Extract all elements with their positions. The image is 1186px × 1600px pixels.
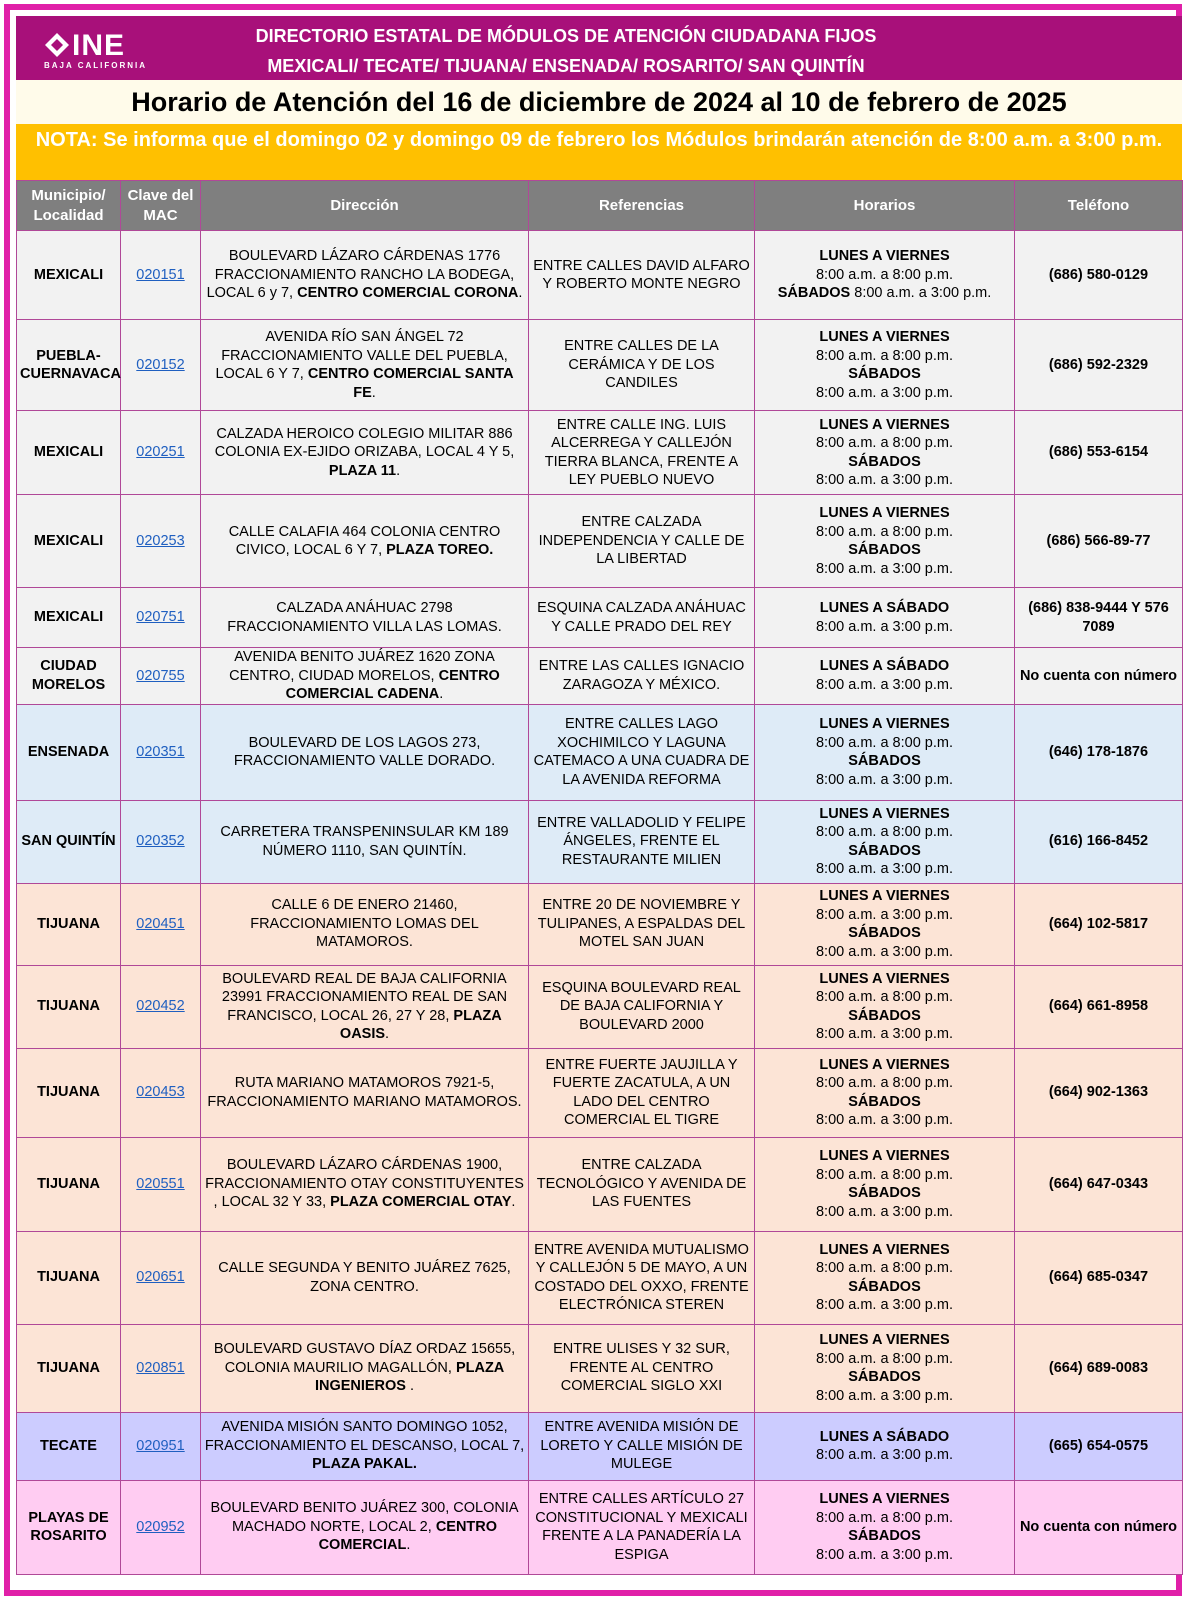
schedule-saturday-hours: 8:00 a.m. a 3:00 p.m. [815,1297,954,1313]
schedule-saturday-hours: 8:00 a.m. a 3:00 p.m. [815,384,954,401]
schedule-hours: 8:00 a.m. a 8:00 p.m. [815,734,954,751]
table-row [17,965,1183,1048]
address-end: . [406,1537,411,1554]
referencias-cell: ENTRE CALLES DE LA CERÁMICA Y DE LOS CANDILES [529,320,755,411]
address-plaza: CENTRO COMERCIAL SANTA FE [307,366,514,401]
telefono-cell: (664) 689-0083 [1015,1324,1183,1412]
referencias-cell: ENTRE CALLE ING. LUIS ALCERREGA Y CALLEJÓN TIERRA BLANCA, FRENTE A LEY PUEBLO NUEVO [529,411,755,495]
schedule-hours: 8:00 a.m. a 8:00 p.m. [815,1509,954,1526]
schedule-days: LUNES A SÁBADO [819,658,950,675]
schedule-days: LUNES A VIERNES [819,1241,950,1258]
address-text: CALLE SEGUNDA Y BENITO JUÁREZ 7625, ZONA CENTRO. [218,1260,511,1295]
schedule-saturday-hours: 8:00 a.m. a 3:00 p.m. [815,1112,954,1128]
schedule-days: LUNES A SÁBADO [819,600,950,616]
table-row [17,1480,1183,1574]
address-text: BOULEVARD LÁZARO CÁRDENAS 1900, FRACCIONAMIENTO OTAY CONSTITUYENTES , LOCAL 32 Y 33, [205,1157,524,1211]
schedule-saturday-hours: 8:00 a.m. a 3:00 p.m. [815,1203,954,1220]
modules-table [16,180,1183,1575]
schedule-days: LUNES A VIERNES [819,805,950,822]
schedule-hours: 8:00 a.m. a 8:00 p.m. [815,824,954,840]
referencias-cell: ESQUINA BOULEVARD REAL DE BAJA CALIFORNIA Y BOULEVARD 2000 [529,965,755,1048]
schedule-days: LUNES A VIERNES [819,329,950,345]
address-text: AVENIDA MISIÓN SANTO DOMINGO 1052, FRACCIONAMIENTO EL DESCANSO, LOCAL 7, [204,1419,525,1454]
horarios-cell [755,1412,1015,1480]
horarios-cell [755,800,1015,883]
referencias-cell: ESQUINA CALZADA ANÁHUAC Y CALLE PRADO DEL REY [529,588,755,648]
schedule-hours: 8:00 a.m. a 8:00 p.m. [815,1075,954,1091]
address-text: CALZADA HEROICO COLEGIO MILITAR 886 COLONIA EX-EJIDO ORIZABA, LOCAL 4 Y 5, [214,425,515,461]
schedule-saturday: SÁBADOS [848,453,921,470]
municipio-cell: TIJUANA [17,1137,121,1231]
clave-link[interactable]: 020351 [121,704,201,800]
telefono-cell: (664) 102-5817 [1015,883,1183,965]
schedule-hours: 8:00 a.m. a 8:00 p.m. [815,1260,954,1276]
direccion-cell [201,1137,529,1231]
horarios-cell [755,883,1015,965]
schedule-saturday-hours: 8:00 a.m. a 3:00 p.m. [815,560,954,577]
schedule-hours: 8:00 a.m. a 8:00 p.m. [815,266,954,283]
address-text: BOULEVARD DE LOS LAGOS 273, FRACCIONAMIENTO VALLE DORADO. [233,734,496,769]
municipio-cell: TIJUANA [17,965,121,1048]
address-text: CALZADA ANÁHUAC 2798 FRACCIONAMIENTO VILLA LAS LOMAS. [227,600,502,635]
schedule-days: LUNES A VIERNES [819,505,950,521]
telefono-cell: (686) 553-6154 [1015,411,1183,495]
schedule-days: LUNES A VIERNES [819,888,950,904]
table-row [17,1231,1183,1324]
direccion-cell [201,320,529,411]
telefono-cell: No cuenta con número [1015,1480,1183,1574]
schedule-saturday: SÁBADOS [848,1093,921,1110]
schedule-hours: 8:00 a.m. a 8:00 p.m. [815,523,954,540]
table-row [17,1048,1183,1137]
referencias-cell: ENTRE CALZADA TECNOLÓGICO Y AVENIDA DE LAS FUENTES [529,1137,755,1231]
ine-logo [44,30,174,70]
schedule-saturday-hours: 8:00 a.m. a 3:00 p.m. [815,472,954,488]
direccion-cell [201,411,529,495]
referencias-cell: ENTRE LAS CALLES IGNACIO ZARAGOZA Y MÉXICO. [529,648,755,705]
schedule-hours: 8:00 a.m. a 3:00 p.m. [815,906,954,923]
horarios-cell [755,588,1015,648]
municipio-cell: MEXICALI [17,588,121,648]
note-banner: NOTA: Se informa que el domingo 02 y domingo 09 de febrero los Módulos brindarán atención de 8:00 a.m. a 3:00 p.m. [16,124,1182,180]
col-horarios: Horarios [755,181,1015,231]
direccion-cell [201,1324,529,1412]
schedule-days: LUNES A VIERNES [819,1332,950,1348]
referencias-cell: ENTRE CALLES LAGO XOCHIMILCO Y LAGUNA CATEMACO A UNA CUADRA DE LA AVENIDA REFORMA [529,704,755,800]
clave-link[interactable]: 020751 [121,588,201,648]
schedule-saturday: SÁBADOS [848,542,921,558]
referencias-cell: ENTRE 20 DE NOVIEMBRE Y TULIPANES, A ESPALDAS DEL MOTEL SAN JUAN [529,883,755,965]
horarios-cell [755,1048,1015,1137]
direccion-cell [201,800,529,883]
address-plaza: CENTRO COMERCIAL [318,1518,498,1554]
direccion-cell [201,495,529,588]
address-plaza: PLAZA TOREO. [386,542,494,558]
schedule-saturday-hours: 8:00 a.m. a 3:00 p.m. [815,771,954,788]
municipio-cell: MEXICALI [17,411,121,495]
clave-link[interactable]: 020755 [121,648,201,705]
horarios-cell [755,1324,1015,1412]
schedule-days: LUNES A VIERNES [819,970,950,987]
referencias-cell: ENTRE VALLADOLID Y FELIPE ÁNGELES, FRENTE EL RESTAURANTE MILIEN [529,800,755,883]
schedule-saturday: SÁBADOS [848,1278,921,1295]
horarios-cell [755,648,1015,705]
referencias-cell: ENTRE ULISES Y 32 SUR, FRENTE AL CENTRO COMERCIAL SIGLO XXI [529,1324,755,1412]
address-plaza: CENTRO COMERCIAL CORONA [297,285,519,302]
municipio-cell: PUEBLA-CUERNAVACA [17,320,121,411]
municipio-cell: MEXICALI [17,231,121,320]
telefono-cell: (686) 580-0129 [1015,231,1183,320]
telefono-cell: (665) 654-0575 [1015,1412,1183,1480]
municipio-cell: TIJUANA [17,1324,121,1412]
schedule-days: LUNES A VIERNES [819,416,950,433]
telefono-cell: (686) 566-89-77 [1015,495,1183,588]
schedule-days: LUNES A VIERNES [819,1056,950,1073]
address-end: . [371,384,376,401]
schedule-saturday-hours: 8:00 a.m. a 3:00 p.m. [815,943,954,960]
municipio-cell: CIUDAD MORELOS [17,648,121,705]
clave-link[interactable]: 020253 [121,495,201,588]
horarios-cell [755,495,1015,588]
schedule-saturday: SÁBADOS [777,285,851,302]
logo-subtext: BAJA CALIFORNIA [44,61,148,70]
direccion-cell [201,231,529,320]
col-direccion: Dirección [201,181,529,231]
direccion-cell [201,648,529,705]
horarios-cell [755,704,1015,800]
address-text: CALLE CALAFIA 464 COLONIA CENTRO CIVICO, LOCAL 6 Y 7, [228,523,501,558]
address-end: . [385,1026,390,1042]
horarios-cell [755,411,1015,495]
telefono-cell: (664) 661-8958 [1015,965,1183,1048]
table-row [17,648,1183,705]
address-end: . [518,285,523,302]
referencias-cell: ENTRE AVENIDA MISIÓN DE LORETO Y CALLE MISIÓN DE MULEGE [529,1412,755,1480]
direccion-cell [201,704,529,800]
schedule-title: Horario de Atención del 16 de diciembre de 2024 al 10 de febrero de 2025 [16,80,1182,124]
address-end: . [511,1194,516,1211]
clave-link[interactable]: 020152 [121,320,201,411]
address-plaza: CENTRO COMERCIAL CADENA [285,667,500,702]
horarios-cell [755,965,1015,1048]
col-telefono: Teléfono [1015,181,1183,231]
title-banner [16,16,1182,80]
clave-link[interactable]: 020352 [121,800,201,883]
clave-link[interactable]: 020551 [121,1137,201,1231]
schedule-hours: 8:00 a.m. a 3:00 p.m. [815,1447,954,1463]
telefono-cell: No cuenta con número [1015,648,1183,705]
telefono-cell: (616) 166-8452 [1015,800,1183,883]
horarios-cell [755,231,1015,320]
address-end: . [405,1378,415,1395]
logo-text: INE [72,29,126,62]
direccion-cell [201,588,529,648]
schedule-saturday-hours: 8:00 a.m. a 3:00 p.m. [815,1546,954,1563]
address-plaza: PLAZA OASIS [339,1007,502,1042]
schedule-saturday: SÁBADOS [848,1007,921,1024]
referencias-cell: ENTRE CALZADA INDEPENDENCIA Y CALLE DE LA LIBERTAD [529,495,755,588]
schedule-saturday: SÁBADOS [848,1369,921,1385]
horarios-cell [755,1231,1015,1324]
table-row [17,1137,1183,1231]
schedule-hours: 8:00 a.m. a 3:00 p.m. [815,676,954,693]
address-end: . [396,462,401,479]
direccion-cell [201,965,529,1048]
clave-link[interactable]: 020951 [121,1412,201,1480]
clave-link[interactable]: 020952 [121,1480,201,1574]
address-end: . [439,686,444,702]
municipio-cell: SAN QUINTÍN [17,800,121,883]
direccion-cell [201,883,529,965]
schedule-hours: 8:00 a.m. a 8:00 p.m. [815,347,954,364]
clave-link[interactable]: 020453 [121,1048,201,1137]
directory-title: DIRECTORIO ESTATAL DE MÓDULOS DE ATENCIÓN CIUDADANA FIJOS [255,26,877,46]
municipio-cell: TIJUANA [17,1231,121,1324]
address-text: AVENIDA BENITO JUÁREZ 1620 ZONA CENTRO, CIUDAD MORELOS, [229,649,495,684]
schedule-days: LUNES A VIERNES [819,1148,950,1164]
address-text: BOULEVARD REAL DE BAJA CALIFORNIA 23991 FRACCIONAMIENTO REAL DE SAN FRANCISCO, LOCAL 26, 27 Y 28, [221,970,508,1024]
table-row [17,588,1183,648]
schedule-saturday: SÁBADOS [848,753,921,769]
telefono-cell: (664) 647-0343 [1015,1137,1183,1231]
table-row [17,883,1183,965]
clave-link[interactable]: 020851 [121,1324,201,1412]
address-plaza: PLAZA 11 [328,462,397,479]
schedule-saturday-hours: 8:00 a.m. a 3:00 p.m. [815,861,954,877]
direccion-cell [201,1412,529,1480]
clave-link[interactable]: 020251 [121,411,201,495]
address-text: CALLE 6 DE ENERO 21460, FRACCIONAMIENTO LOMAS DEL MATAMOROS. [250,897,479,951]
referencias-cell: ENTRE AVENIDA MUTUALISMO Y CALLEJÓN 5 DE MAYO, A UN COSTADO DEL OXXO, FRENTE ELECTRÓNICA STEREN [529,1231,755,1324]
municipio-cell: TECATE [17,1412,121,1480]
clave-link[interactable]: 020451 [121,883,201,965]
municipalities-line: MEXICALI/ TECATE/ TIJUANA/ ENSENADA/ ROSARITO/ SAN QUINTÍN [267,56,865,76]
table-header-row [17,181,1183,231]
col-municipio: Municipio/ Localidad [17,181,121,231]
schedule-saturday-hours: 8:00 a.m. a 3:00 p.m. [854,285,992,302]
direccion-cell [201,1480,529,1574]
table-row [17,1324,1183,1412]
schedule-hours: 8:00 a.m. a 8:00 p.m. [815,435,954,451]
clave-link[interactable]: 020452 [121,965,201,1048]
address-plaza: PLAZA COMERCIAL OTAY [330,1194,512,1211]
clave-link[interactable]: 020651 [121,1231,201,1324]
telefono-cell: (686) 838-9444 Y 576 7089 [1015,588,1183,648]
horarios-cell [755,1480,1015,1574]
telefono-cell: (686) 592-2329 [1015,320,1183,411]
horarios-cell [755,320,1015,411]
schedule-days: LUNES A VIERNES [819,248,950,265]
table-row [17,495,1183,588]
referencias-cell: ENTRE FUERTE JAUJILLA Y FUERTE ZACATULA, A UN LADO DEL CENTRO COMERCIAL EL TIGRE [529,1048,755,1137]
clave-link[interactable]: 020151 [121,231,201,320]
schedule-days: LUNES A VIERNES [819,716,950,732]
table-row [17,704,1183,800]
col-clave: Clave del MAC [121,181,201,231]
direccion-cell [201,1048,529,1137]
schedule-hours: 8:00 a.m. a 8:00 p.m. [815,1166,954,1183]
direccion-cell [201,1231,529,1324]
address-plaza: PLAZA INGENIEROS [314,1359,505,1395]
table-row [17,411,1183,495]
municipio-cell: TIJUANA [17,883,121,965]
municipio-cell: MEXICALI [17,495,121,588]
schedule-hours: 8:00 a.m. a 3:00 p.m. [815,618,954,635]
table-row [17,320,1183,411]
page-frame [4,4,1182,1596]
municipio-cell: ENSENADA [17,704,121,800]
schedule-saturday: SÁBADOS [848,925,921,941]
schedule-hours: 8:00 a.m. a 8:00 p.m. [815,989,954,1005]
referencias-cell: ENTRE CALLES ARTÍCULO 27 CONSTITUCIONAL Y MEXICALI FRENTE A LA PANADERÍA LA ESPIGA [529,1480,755,1574]
table-row [17,231,1183,320]
telefono-cell: (664) 685-0347 [1015,1231,1183,1324]
schedule-days: LUNES A SÁBADO [819,1428,950,1445]
municipio-cell: TIJUANA [17,1048,121,1137]
telefono-cell: (664) 902-1363 [1015,1048,1183,1137]
address-text: CARRETERA TRANSPENINSULAR KM 189 NÚMERO 1110, SAN QUINTÍN. [220,824,509,859]
schedule-days: LUNES A VIERNES [819,1491,950,1507]
ine-diamond-icon [44,32,70,58]
address-plaza: PLAZA PAKAL. [312,1456,417,1473]
municipio-cell: PLAYAS DE ROSARITO [17,1480,121,1574]
schedule-saturday: SÁBADOS [848,1528,921,1544]
table-row [17,1412,1183,1480]
address-text: RUTA MARIANO MATAMOROS 7921-5, FRACCIONAMIENTO MARIANO MATAMOROS. [207,1075,522,1110]
address-text: BOULEVARD GUSTAVO DÍAZ ORDAZ 15655, COLONIA MAURILIO MAGALLÓN, [213,1341,516,1376]
schedule-saturday: SÁBADOS [848,1185,921,1201]
schedule-saturday-hours: 8:00 a.m. a 3:00 p.m. [815,1387,954,1404]
col-referencias: Referencias [529,181,755,231]
telefono-cell: (646) 178-1876 [1015,704,1183,800]
referencias-cell: ENTRE CALLES DAVID ALFARO Y ROBERTO MONTE NEGRO [529,231,755,320]
address-text: BOULEVARD LÁZARO CÁRDENAS 1776 FRACCIONAMIENTO RANCHO LA BODEGA, LOCAL 6 y 7, [206,248,515,302]
address-text: AVENIDA RÍO SAN ÁNGEL 72 FRACCIONAMIENTO VALLE DEL PUEBLA, LOCAL 6 Y 7, [215,329,508,382]
table-row [17,800,1183,883]
schedule-hours: 8:00 a.m. a 8:00 p.m. [815,1350,954,1367]
schedule-saturday-hours: 8:00 a.m. a 3:00 p.m. [815,1026,954,1042]
address-text: BOULEVARD BENITO JUÁREZ 300, COLONIA MACHADO NORTE, LOCAL 2, [210,1500,519,1535]
schedule-saturday: SÁBADOS [848,366,921,382]
horarios-cell [755,1137,1015,1231]
schedule-saturday: SÁBADOS [848,842,921,859]
